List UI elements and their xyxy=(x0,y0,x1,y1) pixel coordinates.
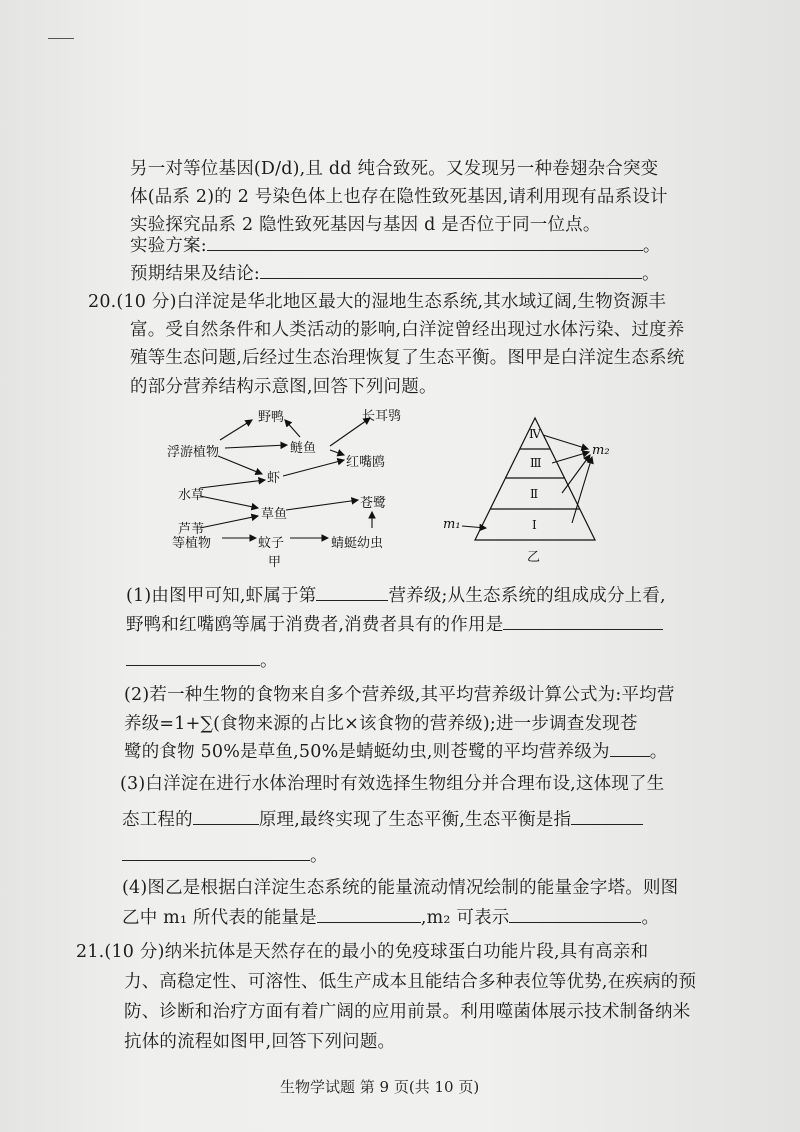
q20-sub3-line1: (3)白洋淀在进行水体治理时有效选择生物组分并合理布设,这体现了生 xyxy=(120,774,665,794)
q21-line-2: 力、高稳定性、可溶性、低生产成本且能结合多种表位等优势,在疾病的预 xyxy=(124,972,697,992)
pyramid-m1: m₁ xyxy=(443,517,461,532)
q20-sub3-line3: 。 xyxy=(122,842,328,867)
pyramid-level-1: Ⅰ xyxy=(532,518,537,532)
q20-sub4-line2: 乙中 m₁ 所代表的能量是 ,m₂ 可表示 。 xyxy=(122,908,660,928)
q20-sub4-line1: (4)图乙是根据白洋淀生态系统的能量流动情况绘制的能量金字塔。则图 xyxy=(122,878,679,898)
pyramid-level-3: Ⅲ xyxy=(530,456,542,470)
node-plankton: 浮游植物 xyxy=(167,445,220,460)
q19-line-3: 实验探究品系 2 隐性致死基因与基因 d 是否位于同一位点。 xyxy=(130,215,601,235)
node-red-gull: 红嘴鸥 xyxy=(346,455,386,470)
q20-line-3: 殖等生态问题,后经过生态治理恢复了生态平衡。图甲是白洋淀生态系统 xyxy=(130,348,685,368)
q20-line-4: 的部分营养结构示意图,回答下列问题。 xyxy=(130,377,437,397)
node-waterweed: 水草 xyxy=(178,488,205,503)
page-footer: 生物学试题 第 9 页(共 10 页) xyxy=(280,1078,480,1096)
q21-line-3: 防、诊断和治疗方面有着广阔的应用前景。利用噬菌体展示技术制备纳米 xyxy=(124,1002,691,1022)
node-reed: 芦苇 xyxy=(178,522,205,537)
node-grass-carp: 草鱼 xyxy=(261,507,288,522)
node-silver-carp: 鲢鱼 xyxy=(290,441,317,456)
q20-sub2-line2: 养级=1+∑(食物来源的占比×该食物的营养级);进一步调查发现苍 xyxy=(124,714,638,734)
q21-line-1: 21.(10 分)纳米抗体是天然存在的最小的免疫球蛋白功能片段,具有高亲和 xyxy=(76,942,649,962)
node-shrimp: 虾 xyxy=(267,471,281,486)
pyramid-level-4: Ⅳ xyxy=(529,427,541,441)
q20-line-1: 20.(10 分)白洋淀是华北地区最大的湿地生态系统,其水域辽阔,生物资源丰 xyxy=(88,292,667,312)
q19-result: 预期结果及结论: 。 xyxy=(130,264,660,284)
q19-line-2: 体(品系 2)的 2 号染色体上也存在隐性致死基因,请利用现有品系设计 xyxy=(130,187,668,207)
pyramid-m2: m₂ xyxy=(592,443,610,458)
q20-sub2-line3: 鹭的食物 50%是草鱼,50%是蜻蜓幼虫,则苍鹭的平均营养级为 。 xyxy=(124,742,668,762)
q20-sub3-line2: 态工程的 原理,最终实现了生态平衡,生态平衡是指 xyxy=(122,806,643,831)
q19-plan: 实验方案: 。 xyxy=(130,236,661,256)
q21-line-4: 抗体的流程如图甲,回答下列问题。 xyxy=(124,1032,396,1052)
answer-blank-3a[interactable] xyxy=(193,810,259,825)
answer-blank-1a[interactable] xyxy=(316,586,388,601)
q20-sub1-line2: 野鸭和红嘴鸥等属于消费者,消费者具有的作用是 xyxy=(126,611,663,636)
diagram-yi-label: 乙 xyxy=(527,550,541,565)
answer-blank-2[interactable] xyxy=(610,742,650,757)
diagram-jia-label: 甲 xyxy=(268,555,282,570)
answer-blank-3c[interactable] xyxy=(122,846,310,861)
answer-blank-1c[interactable] xyxy=(126,651,260,666)
node-duck: 野鸭 xyxy=(258,410,285,425)
pyramid-level-2: Ⅱ xyxy=(530,487,539,501)
node-dragonfly-larva: 蜻蜓幼虫 xyxy=(331,536,384,551)
node-mosquito: 蚊子 xyxy=(258,536,285,551)
q20-line-2: 富。受自然条件和人类活动的影响,白洋淀曾经出现过水体污染、过度养 xyxy=(130,320,685,340)
q19-line-1: 另一对等位基因(D/d),且 dd 纯合致死。又发现另一种卷翅杂合突变 xyxy=(130,159,659,179)
answer-blank-1b[interactable] xyxy=(503,615,663,630)
q20-sub2-line1: (2)若一种生物的食物来自多个营养级,其平均营养级计算公式为:平均营 xyxy=(124,685,675,705)
q20-sub1-line3: 。 xyxy=(126,647,278,672)
answer-blank-3b[interactable] xyxy=(571,810,643,825)
answer-blank-4a[interactable] xyxy=(317,908,421,923)
q20-sub1: (1)由图甲可知,虾属于第 营养级;从生态系统的组成成分上看, xyxy=(126,586,666,606)
node-gull: 长耳鸮 xyxy=(362,409,402,424)
answer-blank-4b[interactable] xyxy=(509,908,641,923)
node-heron: 苍鹭 xyxy=(360,496,387,511)
node-reed-plants: 等植物 xyxy=(172,536,212,551)
